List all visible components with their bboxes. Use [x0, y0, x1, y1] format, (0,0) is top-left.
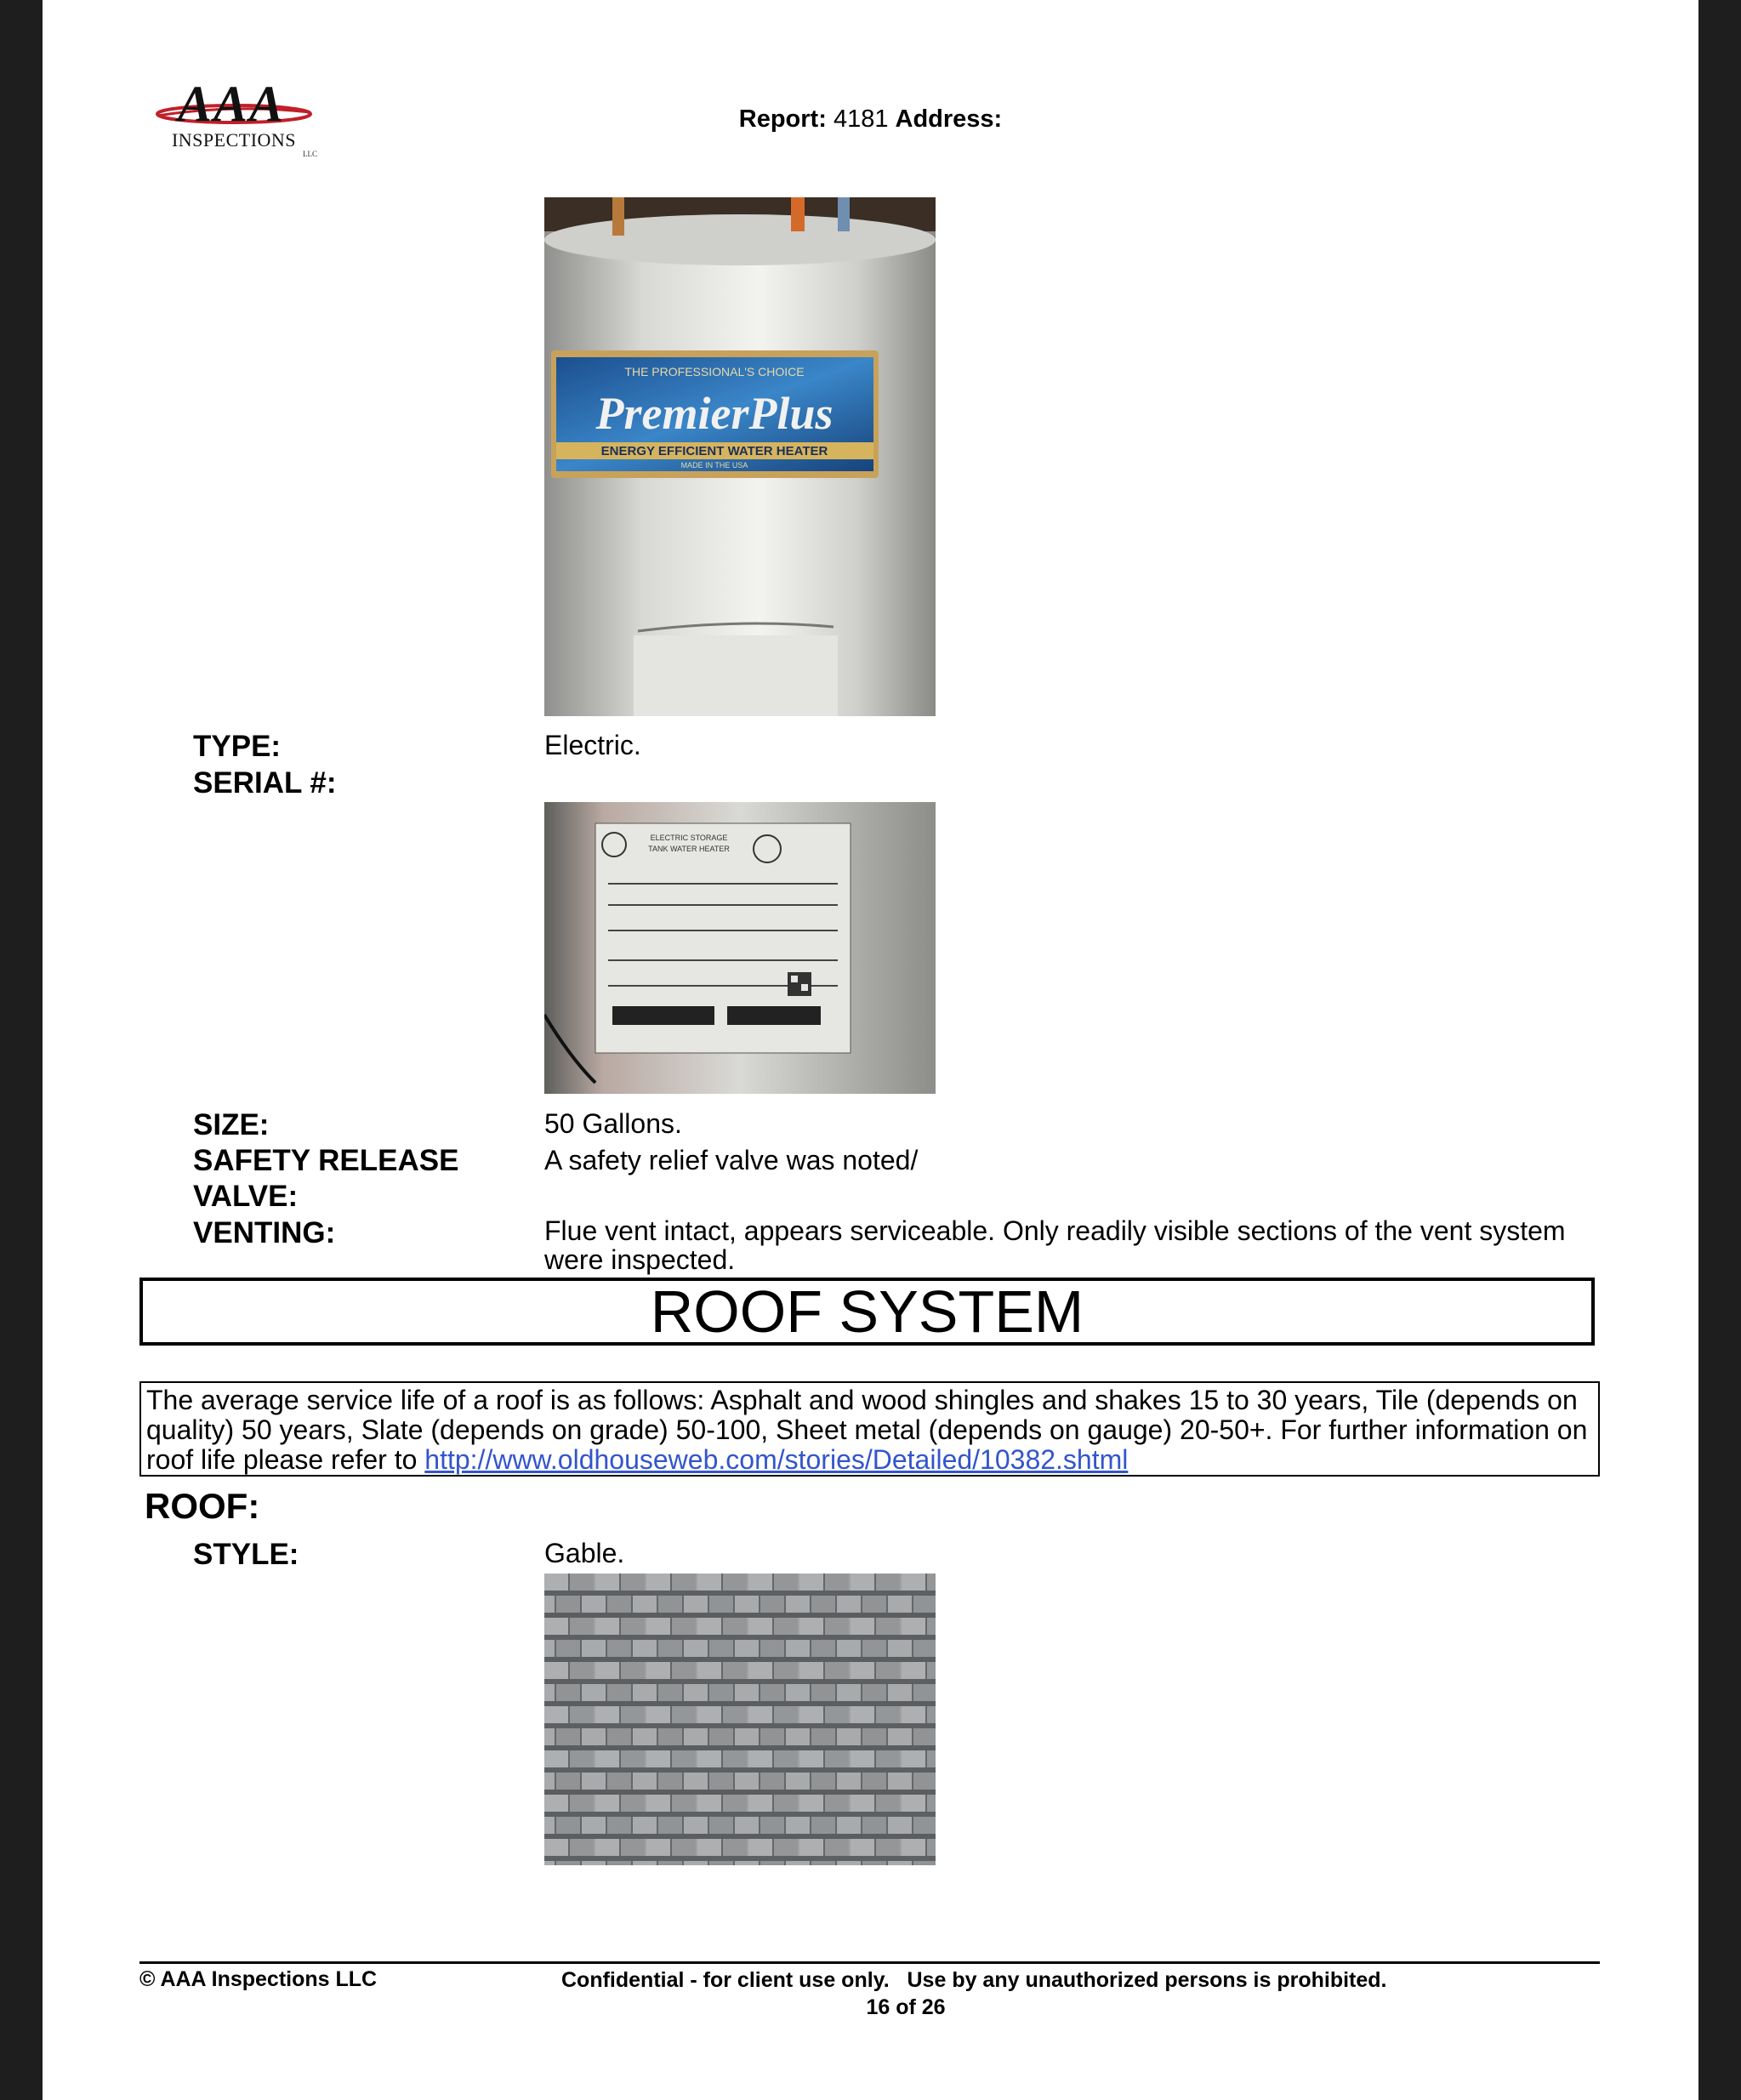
safety-valve-label [193, 1143, 458, 1215]
safety-valve-label-line1: SAFETY RELEASE [193, 1144, 459, 1177]
style-value: Gable. [544, 1538, 625, 1568]
style-label: STYLE: [193, 1538, 299, 1571]
logo-subtitle: INSPECTIONS [171, 129, 297, 151]
footer-confidential-text: Confidential - for client use only. Use by any unauthorized persons is prohibited. [561, 1968, 1387, 1992]
report-number: 4181 [833, 105, 889, 133]
photo1-top-text: THE PROFESSIONAL'S CHOICE [624, 365, 805, 378]
report-page [43, 0, 1698, 2100]
safety-valve-label-line2: VALVE: [193, 1180, 299, 1213]
address-label: Address: [895, 105, 1003, 133]
roof-shingles-photo [544, 1574, 936, 1865]
report-label: Report: [738, 105, 827, 133]
size-value: 50 Gallons. [544, 1108, 682, 1139]
logo-brand: AAA [177, 76, 286, 132]
photo1-brand-text: PremierPlus [595, 388, 834, 439]
roof-life-note [139, 1381, 1600, 1477]
page-number: 16 of 26 [866, 1995, 946, 2019]
type-label: TYPE: [193, 730, 282, 763]
footer-divider [139, 1961, 1600, 1964]
footer-confidential [561, 1966, 1387, 2021]
venting-value: Flue vent intact, appears serviceable. Only readily visible sections of the vent system were inspected. [544, 1215, 1566, 1275]
section-title-roof-system: ROOF SYSTEM [139, 1278, 1595, 1346]
photo2-title-text: ELECTRIC STORAGE [650, 834, 728, 842]
safety-valve-value: A safety relief valve was noted/ [544, 1145, 919, 1175]
photo2-subtitle-text: TANK WATER HEATER [648, 845, 730, 853]
serial-label: SERIAL #: [193, 766, 337, 800]
venting-label: VENTING: [193, 1216, 336, 1249]
photo1-bottom-text: ENERGY EFFICIENT WATER HEATER [600, 444, 828, 458]
roof-heading: ROOF: [145, 1486, 260, 1526]
roof-life-note-text: The average service life of a roof is as follows: Asphalt and wood shingles and shakes 15 to 30 years, Tile (depends on quality) 50 years, Slate (depends on grade) 50-100, Sheet metal (depends on gauge) 20-50+. For further information on roof life please refer to [146, 1385, 1588, 1475]
size-label: SIZE: [193, 1108, 270, 1141]
water-heater-photo [544, 197, 936, 716]
photo1-made-text: MADE IN THE USA [680, 461, 748, 470]
type-value: Electric. [544, 730, 641, 760]
footer-copyright: © AAA Inspections LLC [139, 1967, 378, 1991]
logo-suffix: LLC [303, 150, 317, 158]
report-header [43, 105, 1698, 133]
serial-plate-photo [544, 802, 936, 1094]
roof-life-link[interactable]: http://www.oldhouseweb.com/stories/Detailed/10382.shtml [424, 1444, 1129, 1475]
